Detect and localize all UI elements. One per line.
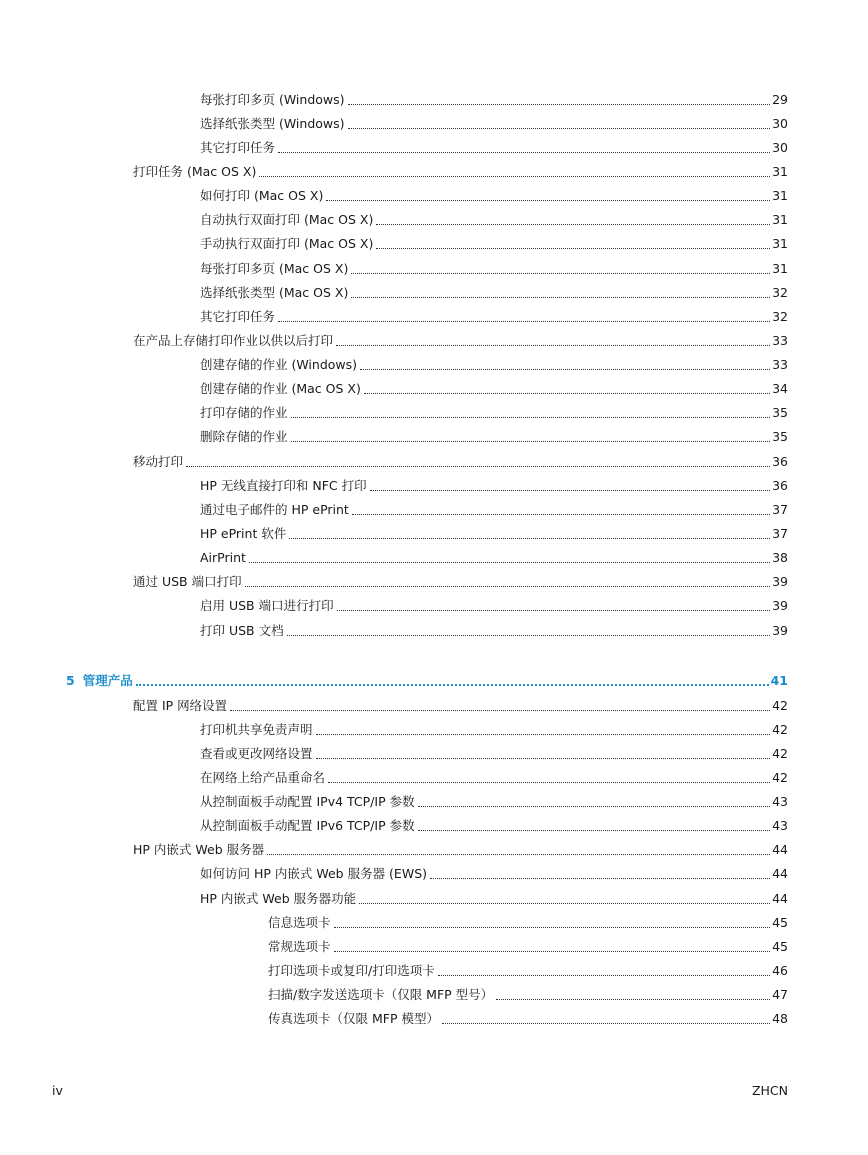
toc-entry[interactable] <box>268 1007 788 1027</box>
dot-leader <box>278 321 770 322</box>
toc-entry-title: 如何打印 (Mac OS X) <box>200 188 324 203</box>
toc-entry-page: 45 <box>772 939 788 954</box>
toc-entry[interactable] <box>200 401 788 421</box>
toc-entry-title: 配置 IP 网络设置 <box>133 698 228 713</box>
toc-entry[interactable] <box>200 790 788 810</box>
toc-entry-title: 通过电子邮件的 HP ePrint <box>200 502 349 517</box>
toc-entry-page: 36 <box>772 478 788 493</box>
dot-leader <box>352 514 770 515</box>
toc-entry[interactable] <box>133 329 788 349</box>
toc-entry[interactable] <box>200 862 788 882</box>
toc-entry-title: 打印任务 (Mac OS X) <box>133 164 257 179</box>
dot-leader <box>376 224 770 225</box>
dot-leader <box>348 128 771 129</box>
toc-entry-page: 31 <box>772 236 788 251</box>
toc-entry-page: 44 <box>772 891 788 906</box>
toc-entry-title: 打印存储的作业 <box>200 405 288 420</box>
toc-entry-title: 每张打印多页 (Mac OS X) <box>200 261 349 276</box>
toc-entry[interactable] <box>200 742 788 762</box>
toc-entry[interactable] <box>200 546 788 566</box>
toc-entry[interactable] <box>133 450 788 470</box>
dot-leader <box>438 975 770 976</box>
toc-entry-title: 通过 USB 端口打印 <box>133 574 242 589</box>
toc-entry[interactable] <box>200 88 788 108</box>
dot-leader <box>418 806 770 807</box>
toc-entry-page: 37 <box>772 526 788 541</box>
toc-entry[interactable] <box>133 838 788 858</box>
dot-leader <box>259 176 770 177</box>
toc-entry[interactable] <box>133 160 788 180</box>
toc-entry-title: 打印 USB 文档 <box>200 623 284 638</box>
language-code: ZHCN <box>751 1083 788 1098</box>
toc-entry-page: 31 <box>772 164 788 179</box>
dot-leader <box>351 273 770 274</box>
toc-entry[interactable] <box>268 911 788 931</box>
toc-entry-page: 31 <box>772 212 788 227</box>
toc-entry-page: 33 <box>772 333 788 348</box>
toc-entry[interactable] <box>200 184 788 204</box>
toc-entry[interactable] <box>200 814 788 834</box>
dot-leader <box>418 830 770 831</box>
toc-entry[interactable] <box>200 377 788 397</box>
toc-entry-title: 创建存储的作业 (Windows) <box>200 357 358 372</box>
dot-leader <box>336 345 770 346</box>
toc-entry-title: 打印机共享免责声明 <box>200 722 313 737</box>
dot-leader <box>442 1023 770 1024</box>
toc-entry[interactable] <box>200 522 788 542</box>
toc-chapter-title: 管理产品 <box>82 673 133 688</box>
dot-leader <box>249 562 770 563</box>
toc-entry-page: 35 <box>772 429 788 444</box>
toc-entry-page: 42 <box>772 698 788 713</box>
toc-entry-title: 在产品上存储打印作业以供以后打印 <box>133 333 334 348</box>
toc-entry-title: 移动打印 <box>133 454 184 469</box>
dot-leader <box>267 854 770 855</box>
dot-leader <box>291 417 771 418</box>
toc-entry[interactable] <box>200 594 788 614</box>
toc-entry-title: 在网络上给产品重命名 <box>200 770 326 785</box>
toc-entry-page: 42 <box>772 770 788 785</box>
toc-entry[interactable] <box>200 718 788 738</box>
toc-entry[interactable] <box>200 208 788 228</box>
toc-entry-page: 38 <box>772 550 788 565</box>
toc-entry-title: 从控制面板手动配置 IPv6 TCP/IP 参数 <box>200 818 415 833</box>
toc-entry-page: 48 <box>772 1011 788 1026</box>
dot-leader <box>359 903 770 904</box>
toc-entry[interactable] <box>133 694 788 714</box>
dot-leader <box>348 104 771 105</box>
toc-entry[interactable] <box>200 498 788 518</box>
dot-leader <box>328 782 770 783</box>
dot-leader <box>496 999 770 1000</box>
toc-entry-title: 信息选项卡 <box>268 915 331 930</box>
toc-entry-title: 创建存储的作业 (Mac OS X) <box>200 381 361 396</box>
toc-entry-title: 启用 USB 端口进行打印 <box>200 598 334 613</box>
dot-leader <box>326 200 770 201</box>
toc-entry-page: 47 <box>772 987 788 1002</box>
toc-entry-title: 删除存储的作业 <box>200 429 288 444</box>
toc-entry-title: 其它打印任务 <box>200 309 276 324</box>
toc-entry-title: 选择纸张类型 (Windows) <box>200 116 345 131</box>
toc-entry[interactable] <box>268 935 788 955</box>
toc-entry-page: 33 <box>772 357 788 372</box>
toc-entry-page: 44 <box>772 866 788 881</box>
toc-entry-title: 选择纸张类型 (Mac OS X) <box>200 285 349 300</box>
toc-entry[interactable] <box>200 257 788 277</box>
toc-entry[interactable] <box>200 281 788 301</box>
toc-entry-page: 32 <box>772 285 788 300</box>
toc-entry[interactable] <box>200 619 788 639</box>
toc-entry-page: 29 <box>772 92 788 107</box>
dot-leader <box>370 490 770 491</box>
chapter-number: 5 <box>66 673 75 688</box>
toc-entry[interactable] <box>268 983 788 1003</box>
dot-leader <box>351 297 770 298</box>
dot-leader <box>136 684 769 686</box>
toc-entry-page: 42 <box>772 746 788 761</box>
toc-entry-title: 查看或更改网络设置 <box>200 746 313 761</box>
dot-leader <box>278 152 770 153</box>
toc-entry-title: HP ePrint 软件 <box>200 526 287 541</box>
toc-entry-page: 36 <box>772 454 788 469</box>
dot-leader <box>376 248 770 249</box>
toc-entry[interactable] <box>200 232 788 252</box>
dot-leader <box>316 758 771 759</box>
toc-chapter-entry[interactable] <box>66 669 788 689</box>
toc-entry[interactable] <box>200 425 788 445</box>
dot-leader <box>364 393 770 394</box>
toc-entry-page: 34 <box>772 381 788 396</box>
toc-entry-title: 从控制面板手动配置 IPv4 TCP/IP 参数 <box>200 794 415 809</box>
toc-entry-page: 39 <box>772 574 788 589</box>
toc-entry-page: 42 <box>772 722 788 737</box>
toc-entry[interactable] <box>200 112 788 132</box>
toc-entry-page: 46 <box>772 963 788 978</box>
dot-leader <box>289 538 770 539</box>
toc-entry-title: 常规选项卡 <box>268 939 331 954</box>
toc-entry-title: HP 内嵌式 Web 服务器 <box>133 842 265 857</box>
toc-entry-title: 每张打印多页 (Windows) <box>200 92 345 107</box>
dot-leader <box>360 369 770 370</box>
page-number: iv <box>52 1083 63 1098</box>
toc-entry-page: 30 <box>772 140 788 155</box>
toc-entry[interactable] <box>268 959 788 979</box>
toc-entry-title: 打印选项卡或复印/打印选项卡 <box>268 963 435 978</box>
toc-entry[interactable] <box>200 766 788 786</box>
dot-leader <box>316 734 771 735</box>
dot-leader <box>230 710 770 711</box>
dot-leader <box>186 466 770 467</box>
toc-entry-page: 37 <box>772 502 788 517</box>
toc-entry-page: 44 <box>772 842 788 857</box>
toc-entry-page: 39 <box>772 623 788 638</box>
toc-entry-page: 39 <box>772 598 788 613</box>
dot-leader <box>337 610 770 611</box>
toc-entry-page: 45 <box>772 915 788 930</box>
toc-entry-title: AirPrint <box>200 550 246 565</box>
toc-entry[interactable] <box>200 353 788 373</box>
toc-entry-title: 自动执行双面打印 (Mac OS X) <box>200 212 374 227</box>
toc-entry[interactable] <box>200 136 788 156</box>
toc-entry-title: 手动执行双面打印 (Mac OS X) <box>200 236 374 251</box>
dot-leader <box>287 635 770 636</box>
toc-entry[interactable] <box>200 887 788 907</box>
dot-leader <box>291 441 771 442</box>
toc-entry-title: 传真选项卡（仅限 MFP 模型） <box>268 1011 439 1026</box>
toc-entry-page: 43 <box>772 818 788 833</box>
toc-entry-title: 其它打印任务 <box>200 140 276 155</box>
toc-entry-page: 31 <box>772 261 788 276</box>
toc-entry-title: HP 无线直接打印和 NFC 打印 <box>200 478 367 493</box>
toc-entry-title: 如何访问 HP 内嵌式 Web 服务器 (EWS) <box>200 866 428 881</box>
dot-leader <box>430 878 770 879</box>
toc-entry-page: 43 <box>772 794 788 809</box>
toc-entry-page: 30 <box>772 116 788 131</box>
dot-leader <box>245 586 770 587</box>
toc-entry-page: 35 <box>772 405 788 420</box>
toc-entry[interactable] <box>200 305 788 325</box>
toc-entry-title: HP 内嵌式 Web 服务器功能 <box>200 891 357 906</box>
toc-entry-page: 31 <box>772 188 788 203</box>
toc-entry-page: 41 <box>770 673 788 688</box>
toc-entry[interactable] <box>200 474 788 494</box>
dot-leader <box>334 951 771 952</box>
toc-entry[interactable] <box>133 570 788 590</box>
dot-leader <box>334 927 771 928</box>
toc-entry-title: 扫描/数字发送选项卡（仅限 MFP 型号） <box>268 987 494 1002</box>
toc-entry-page: 32 <box>772 309 788 324</box>
